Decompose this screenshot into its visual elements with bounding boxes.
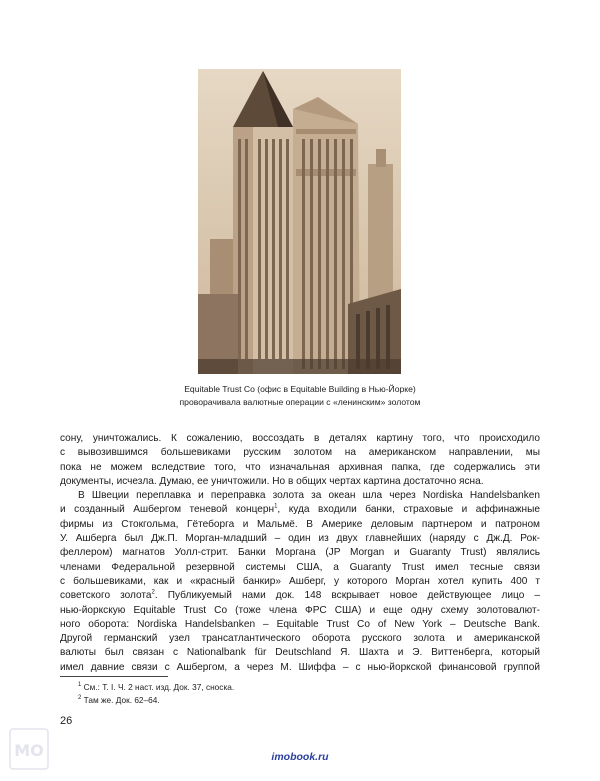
- text-span: . Публикуемый нами док. 148 вскрывает новое действующее лицо –: [154, 590, 540, 602]
- text-line: Другой германский узел трансатлантического оборота русского золота и американской: [60, 633, 540, 645]
- text-line: с большевиками, как и «красный банкир» Ашберг, у которого Морган хотел купить 400 т: [60, 575, 540, 587]
- text-line: ного оборота: Nordiska Handelsbanken – Equitable Trust Co of New York – Deutsche Bank.: [60, 618, 540, 630]
- footnote-divider: [60, 676, 168, 677]
- page-number: 26: [60, 715, 73, 727]
- footnote-2-text: Там же. Док. 62–64.: [83, 694, 160, 705]
- text-line: феллером) магнатов Уолл-стрит. Банки Моргана (JP Morgan и Guaranty Trust) являлись: [60, 547, 540, 559]
- footnote-2-mark: 2: [78, 694, 82, 701]
- footnote-ref-2[interactable]: 2: [151, 589, 155, 596]
- text-span: , куда входили банки, страховые и аффинажные: [277, 504, 540, 516]
- footnotes: [78, 681, 234, 706]
- text-line: нью-йоркскую Equitable Trust Co (тоже члена ФРС США) и еще одну схему золотовалют-: [60, 604, 540, 616]
- main-text: [60, 432, 540, 675]
- text-line: имел давние связи с Ашбергом, а через М. Шиффа – с нью-йоркской финансовой группой: [60, 661, 540, 673]
- text-line: с вывозившимся большевиками русским золотом на американском направлении, мы: [60, 447, 540, 459]
- text-line: документы, исчезла. Думаю, ее уничтожили. Но в общих чертах картина достаточно ясна.: [60, 475, 484, 487]
- text-line: фирмы из Стокгольма, Гётеборга и Мальмё. В Америке деловым партнером и патроном: [60, 518, 540, 530]
- footnote-1: [78, 681, 234, 694]
- text-line: [60, 589, 540, 603]
- equitable-building-photo: [198, 69, 401, 374]
- caption-line-1: Equitable Trust Co (офис в Equitable Building в Нью-Йорке): [184, 384, 416, 394]
- text-line: валюты был связан с Nationalbank für Deutschland Я. Шахта и Э. Виттенберга, который: [60, 647, 540, 659]
- text-line: членами Федеральной резервной системы США, а Guaranty Trust имел тесные связи: [60, 561, 540, 573]
- watermark-text: MO: [14, 741, 44, 760]
- watermark-logo-icon: [9, 728, 49, 770]
- site-link[interactable]: imobook.ru: [271, 751, 329, 763]
- building-photo-icon: [198, 69, 401, 374]
- photo-caption: [100, 383, 500, 408]
- text-line: пока не можем вследствие того, что изначальная архивная папка, где содержались эти: [60, 461, 540, 473]
- caption-line-2: проворачивала валютные операции с «ленинским» золотом: [179, 396, 421, 407]
- footnote-ref-1[interactable]: 1: [274, 504, 278, 511]
- text-line: сону, уничтожались. К сожалению, воссоздать в деталях картину того, что происходило: [60, 433, 540, 444]
- footnote-1-text: См.: Т. I. Ч. 2 наст. изд. Док. 37, сноска.: [83, 682, 235, 692]
- text-line: [60, 503, 540, 517]
- text-line: В Швеции переплавка и переправка золота за океан шла через Nordiska Handelsbanken: [78, 490, 540, 502]
- footnote-2: [78, 694, 234, 707]
- text-span: и созданный Ашбергом теневой концерн: [60, 504, 275, 516]
- text-line: У. Ашберга был Дж.П. Морган-младший – один из двух главнейших (наряду с Дж.Д. Рок-: [60, 533, 540, 545]
- footnote-1-mark: 1: [78, 682, 82, 689]
- text-span: советского золота: [60, 590, 152, 602]
